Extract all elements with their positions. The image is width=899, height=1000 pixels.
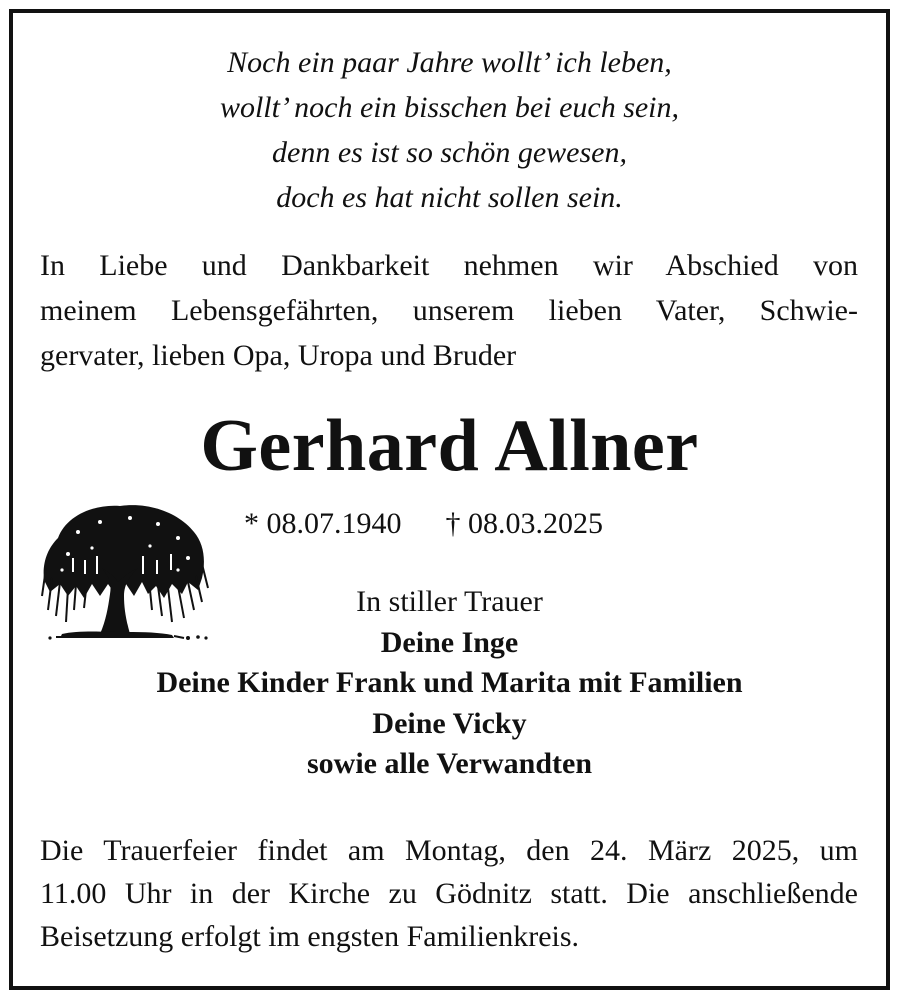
mourners-block (0, 582, 899, 785)
death-date: † 08.03.2025 (445, 507, 603, 540)
poem-line: wollt’ noch ein bisschen bei euch sein, (219, 91, 680, 124)
intro-text (40, 243, 858, 378)
ceremony-line: Die Trauerfeier findet am Montag, den 24. März 2025, um (40, 834, 858, 867)
intro-line: meinem Lebensgefährten, unserem lieben Vater, Schwie- (40, 294, 858, 327)
mourner-line: Deine Kinder Frank und Marita mit Familien (156, 666, 743, 699)
intro-line: gervater, lieben Opa, Uropa und Bruder (40, 339, 517, 372)
poem-line: doch es hat nicht sollen sein. (276, 181, 623, 214)
birth-date: * 08.07.1940 (244, 507, 402, 540)
poem (0, 40, 899, 220)
deceased-name: Gerhard Allner (200, 405, 699, 487)
mourner-line: Deine Inge (380, 625, 519, 659)
life-dates (244, 504, 603, 544)
mourner-line: Deine Vicky (372, 706, 527, 740)
ceremony-line: Beisetzung erfolgt im engsten Familienkreis. (40, 920, 580, 953)
mourners-heading: In stiller Trauer (356, 585, 543, 618)
mourner-line: sowie alle Verwandten (307, 747, 592, 780)
intro-line: In Liebe und Dankbarkeit nehmen wir Abschied von (40, 249, 858, 282)
ceremony-line: 11.00 Uhr in der Kirche zu Gödnitz statt. Die anschließende (40, 877, 858, 910)
poem-line: Noch ein paar Jahre wollt’ ich leben, (227, 46, 672, 79)
ceremony-info (40, 829, 858, 958)
poem-line: denn es ist so schön gewesen, (272, 136, 627, 169)
